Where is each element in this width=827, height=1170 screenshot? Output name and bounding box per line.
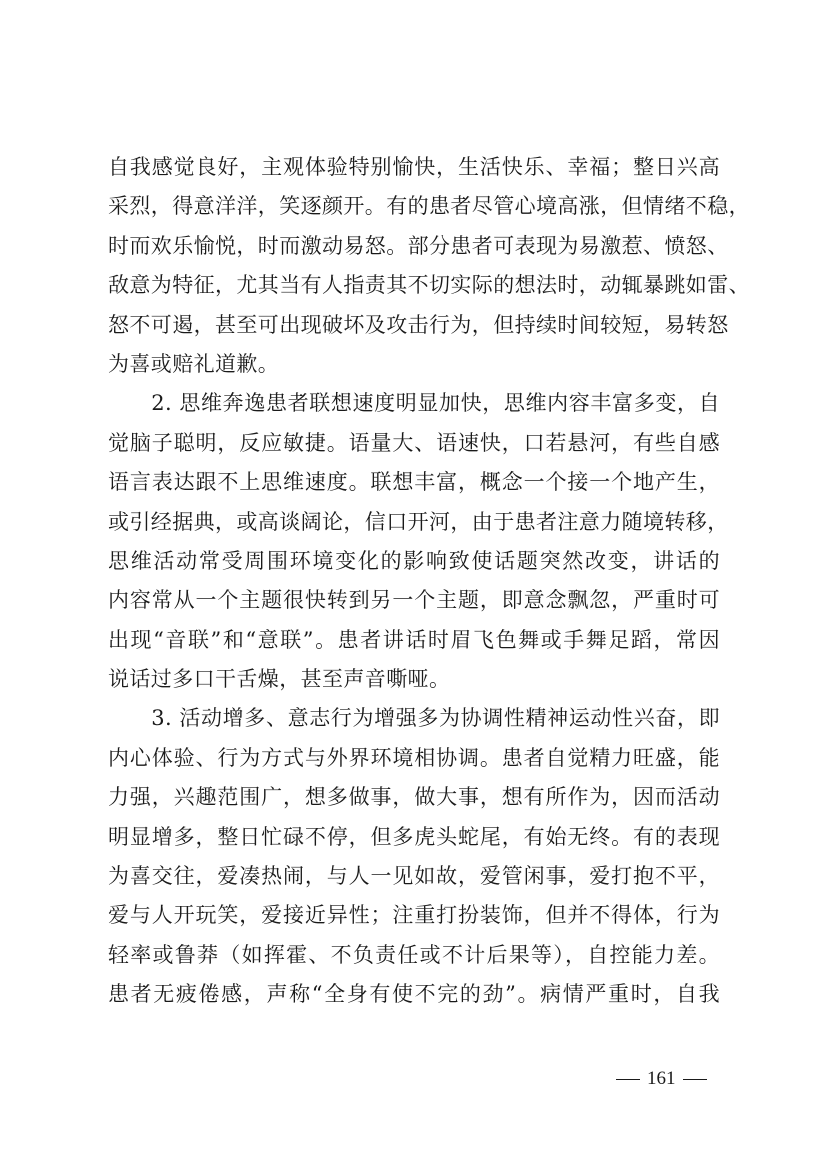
text-line: 思维活动常受周围环境变化的影响致使话题突然改变，讲话的 [108, 548, 720, 573]
text-line: 或引经据典，或高谈阔论，信口开河，由于患者注意力随境转移， [108, 509, 729, 534]
text-line: 为喜交往，爱凑热闹，与人一见如故，爱管闲事，爱打抱不平， [108, 864, 720, 889]
text-line: 力强，兴趣范围广，想多做事，做大事，想有所作为，因而活动 [108, 785, 720, 810]
left-dash [616, 1079, 640, 1080]
text-line: 觉脑子聪明，反应敏捷。语量大、语速快，口若悬河，有些自感 [108, 430, 720, 455]
text-line: 说话过多口干舌燥，甚至声音嘶哑。 [108, 667, 451, 692]
text-line: 自我感觉良好，主观体验特别愉快，生活快乐、幸福；整日兴高 [108, 155, 720, 179]
text-line: 内容常从一个主题很快转到另一个主题，即意念飘忽，严重时可 [108, 588, 720, 613]
page-number: 161 [647, 1068, 676, 1089]
text-line: 轻率或鲁莽（如挥霍、不负责任或不计后果等），自控能力差。 [108, 942, 720, 967]
text-line: 采烈，得意洋洋，笑逐颜开。有的患者尽管心境高涨，但情绪不稳， [108, 194, 750, 219]
text-line: 2. 思维奔逸患者联想速度明显加快，思维内容丰富多变，自 [108, 391, 720, 416]
text-line: 爱与人开玩笑，爱接近异性；注重打扮装饰，但并不得体，行为 [108, 903, 720, 928]
text-line: 患者无疲倦感，声称“全身有使不完的劲”。病情严重时，自我 [108, 982, 720, 1007]
text-line: 内心体验、行为方式与外界环境相协调。患者自觉精力旺盛，能 [108, 745, 720, 770]
text-line: 时而欢乐愉悦，时而激动易怒。部分患者可表现为易激惹、愤怒、 [108, 233, 729, 258]
text-line: 出现“音联”和“意联”。患者讲话时眉飞色舞或手舞足蹈，常因 [108, 627, 720, 652]
text-line: 语言表达跟不上思维速度。联想丰富，概念一个接一个地产生， [108, 470, 720, 495]
text-line: 怒不可遏，甚至可出现破坏及攻击行为，但持续时间较短，易转怒 [108, 312, 729, 337]
page-number-footer [616, 1066, 702, 1091]
text-line: 敌意为特征，尤其当有人指责其不切实际的想法时，动辄暴跳如雷、 [108, 273, 750, 298]
text-line: 3. 活动增多、意志行为增强多为协调性精神运动性兴奋，即 [108, 706, 720, 731]
right-dash [683, 1079, 707, 1080]
text-line: 明显增多，整日忙碌不停，但多虎头蛇尾，有始无终。有的表现 [108, 824, 720, 849]
body-text [108, 148, 750, 1015]
text-line: 为喜或赔礼道歉。 [108, 351, 280, 376]
